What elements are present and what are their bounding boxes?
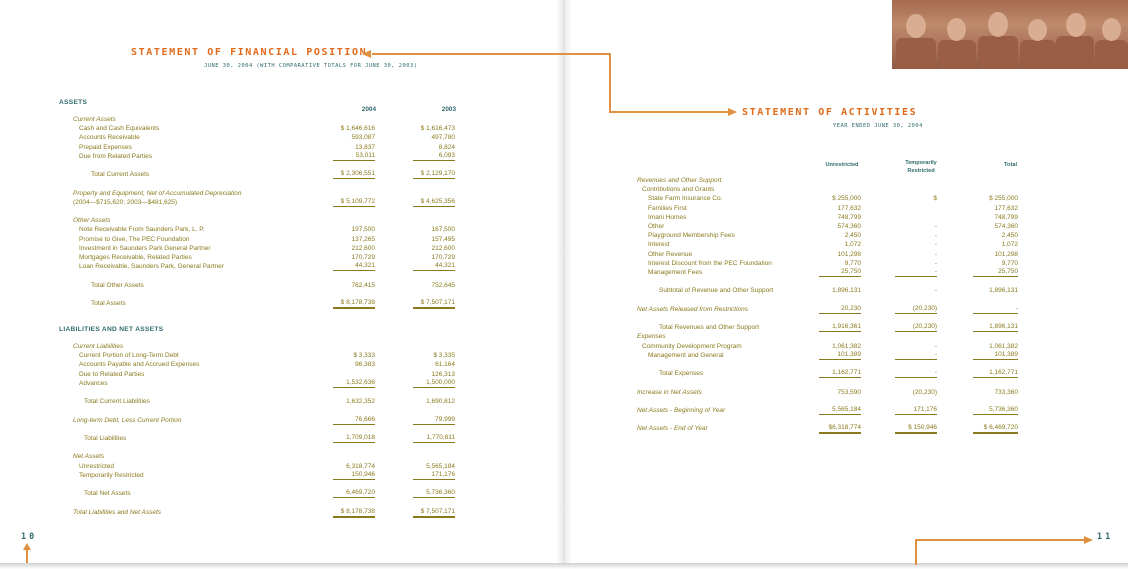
value-b: 1,770,811	[413, 434, 455, 443]
table-row-accounts-receivable	[60, 133, 460, 142]
table-row-due-to-related-parties	[60, 370, 460, 379]
table-row-expenses	[637, 332, 1027, 341]
table-row-total-current-liabilities	[60, 397, 460, 406]
value-b: 6,093	[413, 152, 455, 161]
table-row-increase-in-net-assets	[637, 388, 1027, 397]
row-label: Playground Membership Fees	[648, 232, 735, 240]
value-a: 593,087	[351, 134, 375, 142]
table-row-cash-and-cash-equivalents	[60, 124, 460, 133]
value-a: 1,162,771	[819, 369, 861, 378]
table-row-total-current-assets	[60, 170, 460, 179]
row-label: Net Assets - Beginning of Year	[637, 407, 726, 414]
row-label: Accounts Receivable	[79, 134, 140, 142]
table-row-unrestricted	[60, 462, 460, 471]
value-b: 79,999	[413, 416, 455, 425]
value-c: 9,770	[1001, 259, 1018, 267]
row-label: Cash and Cash Equivalents	[79, 125, 160, 133]
row-label: Property and Equipment, Net of Accumulated Depreciation	[73, 189, 242, 197]
bottom-right-arrow-icon	[1084, 536, 1093, 544]
value-c: 25,750	[973, 268, 1018, 277]
right-page	[565, 0, 1128, 564]
value-c: 101,389	[973, 351, 1018, 360]
value-c: 1,072	[1001, 241, 1018, 249]
row-label: Net Assets - End of Year	[637, 425, 708, 433]
value-a: 6,469,720	[333, 489, 375, 498]
volunteers-photo	[892, 0, 1128, 69]
table-row-management-fees	[637, 268, 1027, 277]
value-c: $ 255,000	[989, 195, 1018, 203]
table-row-due-from-related-parties	[60, 152, 460, 161]
table-row-current-assets	[60, 115, 460, 124]
value-b: -	[934, 250, 937, 258]
value-b: 5,565,184	[426, 462, 455, 470]
value-b: 212,600	[431, 244, 455, 252]
value-a: $ 5,109,772	[333, 198, 375, 207]
row-label: Current Assets	[73, 116, 116, 123]
value-a: $6,318,774	[819, 424, 861, 434]
row-label: Other Assets	[73, 217, 111, 225]
row-label: Long-term Debt, Less Current Portion	[73, 416, 182, 424]
table-row-note-receivable-from-saunders-park-l-p	[60, 225, 460, 234]
row-label: Interest	[648, 241, 670, 249]
value-c: 748,799	[994, 213, 1018, 221]
table-row-total-revenues-and-other-support	[637, 323, 1027, 332]
value-a: $ 255,000	[832, 195, 861, 203]
column-temporarily-header: Temporarily	[905, 160, 937, 166]
value-a: 101,389	[819, 351, 861, 360]
table-row-current-liabilities	[60, 342, 460, 351]
row-label: Total Expenses	[659, 370, 704, 378]
value-a: 753,590	[837, 388, 861, 396]
value-a: 197,500	[351, 226, 375, 234]
row-label: Current Portion of Long-Term Debt	[79, 352, 179, 360]
column-unrestricted-header: Unrestricted	[825, 162, 859, 168]
table-row-accounts-payable-and-accrued-expenses	[60, 360, 460, 369]
row-label: Subtotal of Revenue and Other Support	[659, 287, 774, 295]
value-a: 1,061,382	[832, 342, 861, 350]
value-b: $ 7,507,171	[413, 508, 455, 518]
table-row-long-term-debt-less-current-portion	[60, 416, 460, 425]
value-b: (20,230)	[895, 305, 937, 314]
value-b: 61,164	[435, 361, 455, 369]
row-label: Mortgages Receivable, Related Parties	[79, 254, 192, 261]
table-row-net-assets-end-of-year	[637, 424, 1027, 433]
row-label: State Farm Insurance Co.	[648, 195, 723, 203]
table-row-mortgages-receivable-related-parties	[60, 253, 460, 262]
table-row-promise-to-give-the-pec-foundation	[60, 235, 460, 244]
up-arrow-icon	[23, 543, 31, 550]
value-a: 150,946	[333, 471, 375, 480]
table-row-playground-membership-fees	[637, 231, 1027, 240]
value-a: 1,916,361	[819, 323, 861, 332]
connector-line-bottom-vertical	[915, 539, 917, 565]
value-a: 13,837	[355, 143, 375, 151]
table-row-net-assets-released-from-restrictions	[637, 305, 1027, 314]
financial-position-subtitle: JUNE 30, 2004 (WITH COMPARATIVE TOTALS FOR JUNE 30, 2003)	[204, 63, 418, 69]
value-b: -	[934, 223, 937, 230]
value-a: 6,318,774	[346, 462, 375, 470]
value-a: 1,072	[844, 241, 861, 249]
table-row-total-liabilities-and-net-assets	[60, 508, 460, 517]
value-b: $ 150,946	[895, 424, 937, 434]
value-c: 1,896,131	[989, 287, 1018, 295]
table-row-temporarily-restricted	[60, 471, 460, 480]
value-a: 1,709,018	[333, 434, 375, 443]
row-label: Imani Homes	[648, 213, 687, 221]
table-row-total-other-assets	[60, 281, 460, 290]
column-2003-header: 2003	[441, 106, 456, 113]
row-label: Interest Discount from the PEC Foundation	[648, 259, 772, 267]
row-label: Total Liabilities	[84, 435, 127, 442]
row-label: Current Liabilities	[73, 343, 124, 350]
value-b: 126,313	[431, 370, 455, 378]
value-b: 752,645	[431, 281, 455, 289]
row-label: Community Development Program	[642, 342, 742, 350]
value-b: 157,495	[431, 235, 455, 243]
table-row-contributions-and-grants	[637, 185, 1027, 194]
value-b: $ 1,616,473	[420, 125, 455, 133]
table-row-state-farm-insurance-co	[637, 194, 1027, 203]
table-row-families-first	[637, 204, 1027, 213]
value-b: -	[934, 342, 937, 350]
value-b: -	[934, 241, 937, 249]
value-a: 20,230	[819, 305, 861, 314]
table-row-advances	[60, 379, 460, 388]
left-page	[0, 0, 563, 564]
row-label: Net Assets Released from Restrictions	[637, 305, 749, 313]
table-row-revenues-and-other-support	[637, 176, 1027, 185]
value-a: $ 2,306,551	[333, 170, 375, 179]
value-a: 170,729	[351, 254, 375, 261]
value-c: 733,360	[994, 388, 1018, 396]
row-label: Unrestricted	[79, 462, 115, 470]
table-row-management-and-general	[637, 351, 1027, 360]
value-a: 762,415	[351, 281, 375, 289]
value-b: 497,780	[431, 134, 455, 142]
value-a: $ 1,646,616	[340, 125, 375, 133]
row-label: Other	[648, 223, 665, 230]
left-arrow-icon	[362, 50, 371, 58]
value-b: -	[934, 259, 937, 267]
value-a: 212,600	[351, 244, 375, 252]
value-c: 1,061,382	[989, 342, 1018, 350]
value-b: (20,230)	[912, 388, 937, 396]
row-label: Investment in Saunders Park General Partner	[79, 244, 211, 252]
value-b: 1,690,812	[426, 398, 455, 406]
row-label: Management and General	[648, 351, 724, 359]
value-a: 53,011	[333, 152, 375, 161]
value-a: 1,896,131	[832, 287, 861, 295]
value-b: -	[895, 369, 937, 378]
value-a: 1,532,636	[333, 379, 375, 388]
value-b: 167,500	[431, 226, 455, 234]
value-b: $ 2,129,170	[413, 170, 455, 179]
value-a: 25,750	[819, 268, 861, 277]
value-c: 2,450	[1001, 232, 1018, 240]
table-row-interest	[637, 240, 1027, 249]
value-b: (20,230)	[895, 323, 937, 332]
value-a: 101,298	[837, 250, 861, 258]
row-label: Temporarily Restricted	[79, 471, 144, 479]
value-b: 171,176	[895, 406, 937, 415]
value-a: 5,565,184	[819, 406, 861, 415]
row-label: Total Current Liabilities	[84, 398, 150, 406]
row-label: Families First	[648, 204, 687, 212]
value-c: 177,632	[994, 204, 1018, 212]
value-b: 1,500,000	[413, 379, 455, 388]
table-row-imani-homes	[637, 213, 1027, 222]
row-label: Expenses	[637, 333, 666, 341]
row-label: Net Assets	[73, 453, 105, 461]
row-label: Other Revenue	[648, 250, 693, 258]
row-label: Total Net Assets	[84, 490, 131, 498]
row-label: Promise to Give, The PEC Foundation	[79, 235, 190, 243]
table-row-community-development-program	[637, 342, 1027, 351]
value-b: 170,729	[431, 254, 455, 261]
value-b: $ 4,625,356	[413, 198, 455, 207]
value-c: -	[973, 305, 1018, 314]
value-a: 96,383	[355, 361, 375, 369]
financial-position-title: STATEMENT OF FINANCIAL POSITION	[131, 47, 368, 58]
table-row-other	[637, 222, 1027, 231]
value-c: 5,736,360	[973, 406, 1018, 415]
table-row-net-assets	[60, 452, 460, 461]
activities-subtitle: YEAR ENDED JUNE 30, 2004	[833, 123, 923, 129]
value-b: 44,321	[413, 262, 455, 271]
row-label: Due to Related Parties	[79, 370, 145, 378]
connector-line-top	[372, 53, 610, 55]
column-total-header: Total	[1004, 162, 1017, 168]
value-a: 177,632	[837, 204, 861, 212]
assets-heading: ASSETS	[59, 99, 88, 106]
row-label: Revenues and Other Support	[637, 177, 722, 184]
connector-line-vertical	[609, 53, 611, 112]
row-label: Total Current Assets	[91, 171, 150, 179]
value-b: -	[934, 287, 937, 295]
table-row-2004-715-620-2003-481-625	[60, 198, 460, 207]
right-arrow-icon	[728, 108, 737, 116]
table-row-investment-in-saunders-park-general-partner	[60, 244, 460, 253]
value-a: 2,450	[844, 232, 861, 240]
row-label: Total Liabilities and Net Assets	[73, 508, 162, 516]
value-b: -	[934, 232, 937, 240]
value-a: $ 3,333	[353, 352, 375, 360]
table-row-prepaid-expenses	[60, 143, 460, 152]
page-number-left: 10	[21, 532, 38, 542]
row-label: Loan Receivable, Saunders Park, General Partner	[79, 263, 224, 271]
value-a: $ 8,178,738	[333, 299, 375, 309]
value-b: -	[895, 268, 937, 277]
row-label: Due from Related Parties	[79, 152, 152, 160]
value-a: 1,632,352	[346, 398, 375, 406]
page-gutter	[556, 0, 572, 564]
activities-title: STATEMENT OF ACTIVITIES	[742, 107, 918, 118]
value-c: 1,896,131	[973, 323, 1018, 332]
value-c: 1,162,771	[973, 369, 1018, 378]
row-label: Management Fees	[648, 269, 703, 276]
row-label: Accounts Payable and Accrued Expenses	[79, 361, 200, 369]
table-row-other-assets	[60, 216, 460, 225]
value-a: 574,360	[837, 223, 861, 230]
column-2004-header: 2004	[361, 106, 376, 113]
value-c: $ 6,469,720	[973, 424, 1018, 434]
page-number-right: 11	[1097, 532, 1114, 542]
table-row-subtotal-of-revenue-and-other-support	[637, 286, 1027, 295]
value-b: 171,176	[413, 471, 455, 480]
table-row-net-assets-beginning-of-year	[637, 406, 1027, 415]
table-row-other-revenue	[637, 250, 1027, 259]
value-a: 44,321	[333, 262, 375, 271]
connector-line-mid	[609, 111, 729, 113]
value-a: 9,770	[844, 259, 861, 267]
value-a: 137,265	[351, 235, 375, 243]
value-a: 76,666	[333, 416, 375, 425]
row-label: Total Assets	[91, 300, 126, 307]
row-label: Note Receivable From Saunders Park, L. P.	[79, 226, 205, 234]
table-row-current-portion-of-long-term-debt	[60, 351, 460, 360]
table-row-total-expenses	[637, 369, 1027, 378]
row-label: (2004—$715,620; 2003—$481,625)	[73, 198, 178, 206]
table-row-property-and-equipment-net-of-accumulated-depreciation	[60, 189, 460, 198]
row-label: Total Revenues and Other Support	[659, 324, 760, 332]
value-a: $ 8,178,738	[333, 508, 375, 518]
row-label: Increase in Net Assets	[637, 388, 702, 396]
value-b: -	[895, 351, 937, 360]
connector-line-bottom	[915, 539, 1085, 541]
row-label: Contributions and Grants	[642, 186, 715, 194]
row-label: Total Other Assets	[91, 281, 144, 289]
table-row-interest-discount-from-the-pec-foundation	[637, 259, 1027, 268]
value-b: 8,824	[438, 143, 455, 151]
page-bottom-shadow	[0, 563, 1128, 569]
row-label: Prepaid Expenses	[79, 143, 132, 151]
value-b: $ 3,335	[433, 352, 455, 360]
liabilities-heading: LIABILITIES AND NET ASSETS	[59, 326, 164, 333]
row-label: Advances	[79, 379, 108, 387]
table-row-total-net-assets	[60, 489, 460, 498]
value-c: 574,360	[994, 223, 1018, 230]
value-b: 5,736,360	[413, 489, 455, 498]
value-b: $ 7,507,171	[413, 299, 455, 309]
table-row-total-assets	[60, 299, 460, 308]
table-row-total-liabilities	[60, 434, 460, 443]
column-restricted-header: Restricted	[907, 168, 935, 174]
table-row-loan-receivable-saunders-park-general-partner	[60, 262, 460, 271]
value-a: 748,799	[837, 213, 861, 221]
value-c: 101,298	[994, 250, 1018, 258]
value-b: $	[933, 195, 937, 203]
